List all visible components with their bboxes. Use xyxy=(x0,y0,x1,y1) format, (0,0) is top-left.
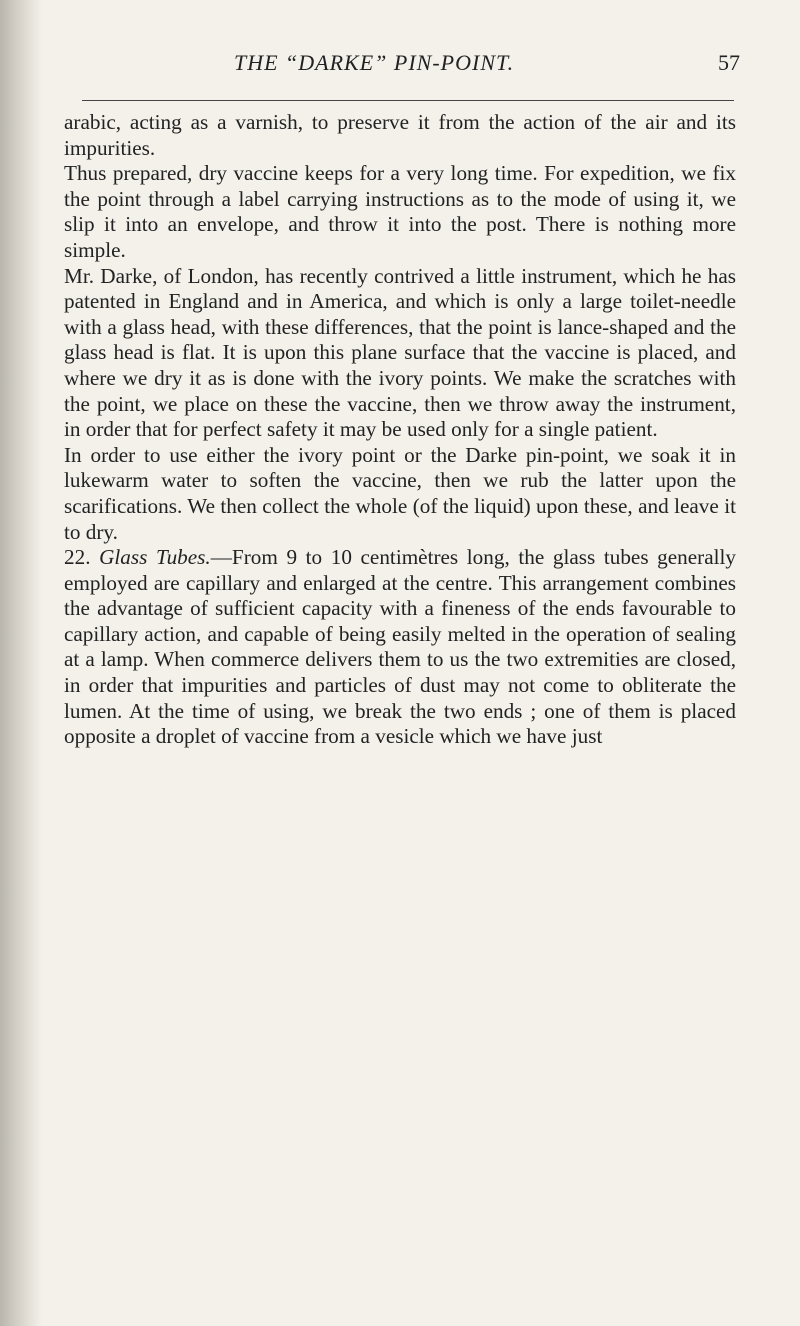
section-body: —From 9 to 10 centimètres long, the glass tubes generally employed are capillary and enlarged at the centre. This arrangement combines the advantage of sufficient capacity with a fineness of the ends favourable to capillary action, and capable of being easily melted in the operation of sealing at a lamp. When commerce delivers them to us the two extremities are closed, in order that impurities and particles of dust may not come to obliterate the lumen. At the time of using, we break the two ends ; one of them is placed opposite a droplet of vaccine from a vesicle which we have just xyxy=(64,545,736,749)
page-binding-shadow xyxy=(0,0,42,1326)
paragraph-dry-vaccine: Thus prepared, dry vaccine keeps for a very long time. For expedition, we fix the point through a label carrying instructions as to the mode of using it, we slip it into an envelope, and throw it into the post. There is nothing more simple. xyxy=(64,161,736,262)
body-text xyxy=(64,110,736,750)
paragraph-using-pin-point: In order to use either the ivory point or the Darke pin-point, we soak it in lukewarm water to soften the vaccine, then we rub the latter upon the scarifications. We then collect the whole (of the liquid) upon these, and leave it to dry. xyxy=(64,442,736,544)
section-glass-tubes xyxy=(64,545,736,750)
page-number: 57 xyxy=(718,50,740,75)
section-title: Glass Tubes. xyxy=(99,545,211,570)
paragraph-continuation: arabic, acting as a varnish, to preserve it from the action of the air and its impurities. xyxy=(64,110,736,160)
section-number: 22. xyxy=(64,545,91,570)
header-rule xyxy=(82,100,734,101)
paragraph-darke-instrument: Mr. Darke, of London, has recently contrived a little instrument, which he has patented in England and in America, and which is only a large toilet-needle with a glass head, with these differences, that the point is lance-shaped and the glass head is flat. It is upon this plane surface that the vaccine is placed, and where we dry it as is done with the ivory points. We make the scratches with the point, we place on these the vaccine, then we throw away the instrument, in order that for perfect safety it may be used only for a single patient. xyxy=(64,263,736,442)
running-title: THE “DARKE” PIN-POINT. xyxy=(234,50,515,75)
running-head xyxy=(70,50,740,86)
